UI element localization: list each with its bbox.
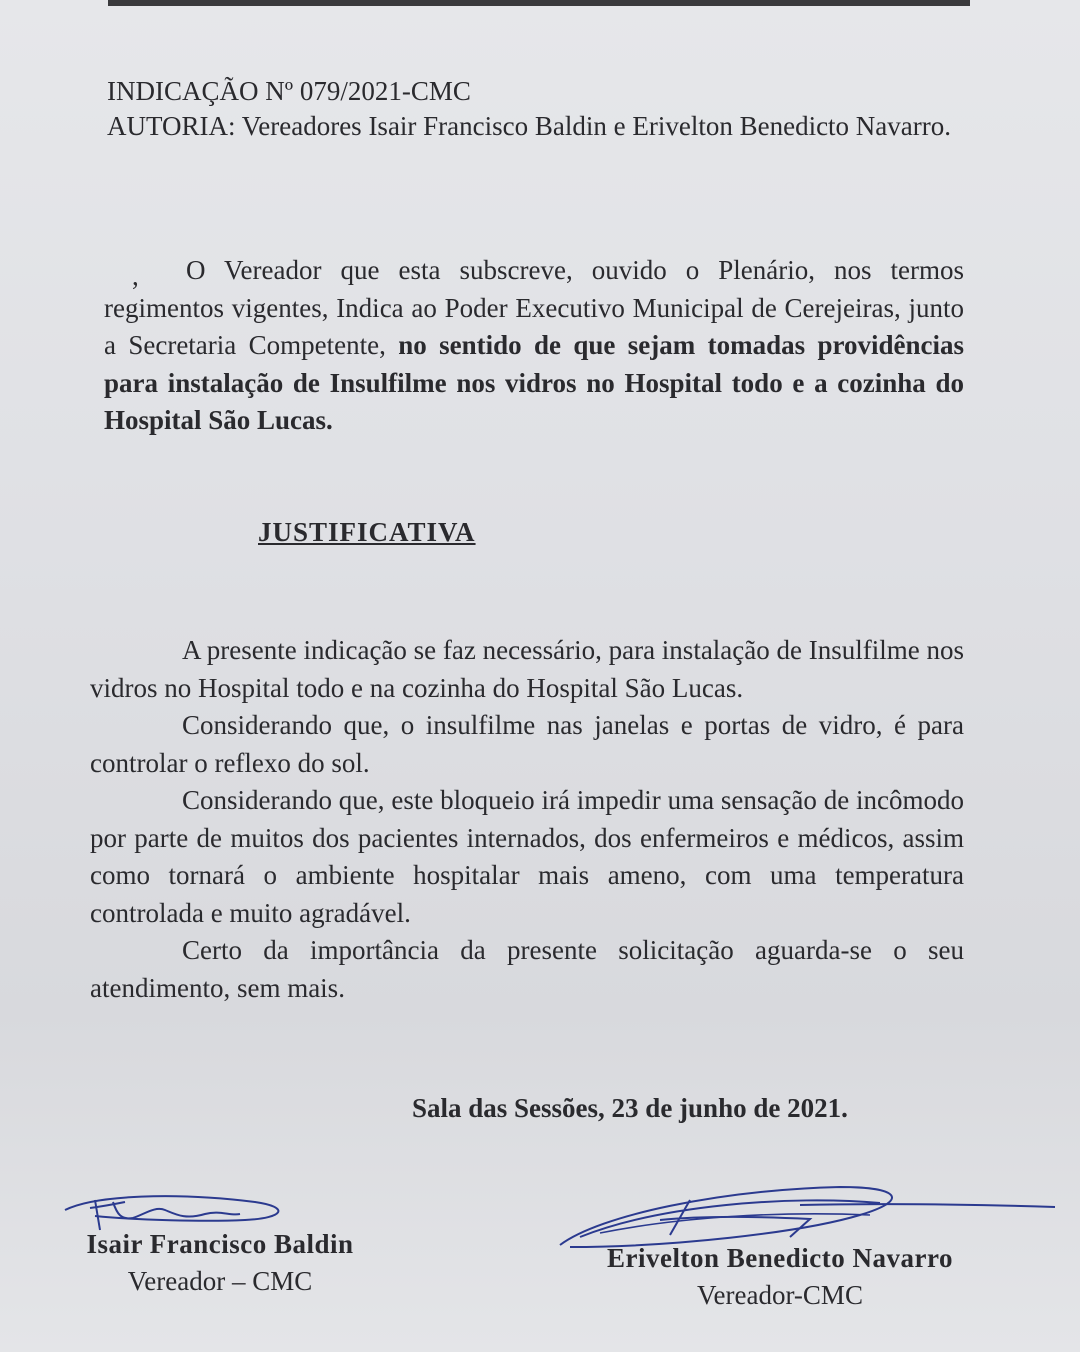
autoria: AUTORIA: Vereadores Isair Francisco Baldin e Erivelton Benedicto Navarro. [107,111,952,141]
justificativa-paragraph: A presente indicação se faz necessário, para instalação de Insulfilme nos vidros no Hospital todo e na cozinha do Hospital São Lucas. [90,635,964,703]
justificativa-paragraph: Considerando que, este bloqueio irá impedir uma sensação de incômodo por parte de muitos dos pacientes internados, dos enfermeiros e médicos, assim como tornará o ambiente hospitalar mais ameno, com uma temperatura controlada e muito agradável. [90,785,964,928]
session-date: Sala das Sessões, 23 de junho de 2021. [412,1093,848,1123]
signatory-role: Vereador – CMC [127,1266,313,1296]
signature-block-navarro [590,1240,970,1314]
signatory-name: Erivelton Benedicto Navarro [607,1243,953,1273]
intro-paragraph [104,252,964,440]
justificativa-paragraph: Considerando que, o insulfilme nas janelas e portas de vidro, é para controlar o reflexo do sol. [90,710,964,778]
document-header [107,74,965,144]
signatory-name: Isair Francisco Baldin [86,1229,354,1259]
top-rule [108,0,970,6]
intro-bold-text: no sentido de que sejam tomadas providências para instalação de Insulfilme nos vidros no Hospital todo e a cozinha do Hospital São Lucas. [104,330,964,435]
signature-block-baldin [70,1226,370,1300]
intro-text: O Vereador que esta subscreve, ouvido o Plenário, nos termos regimentos vigentes, Indica ao Poder Executivo Municipal de Cerejeiras, junto a Secretaria Competente, [104,255,964,360]
justificativa-heading: JUSTIFICATIVA [258,517,476,547]
justificativa-paragraph: Certo da importância da presente solicitação aguarda-se o seu atendimento, sem mais. [90,935,964,1003]
intro-mark: , [132,261,139,291]
signatory-role: Vereador-CMC [697,1280,863,1310]
justificativa-body [90,632,964,1007]
indicacao-number: INDICAÇÃO Nº 079/2021-CMC [107,76,471,106]
